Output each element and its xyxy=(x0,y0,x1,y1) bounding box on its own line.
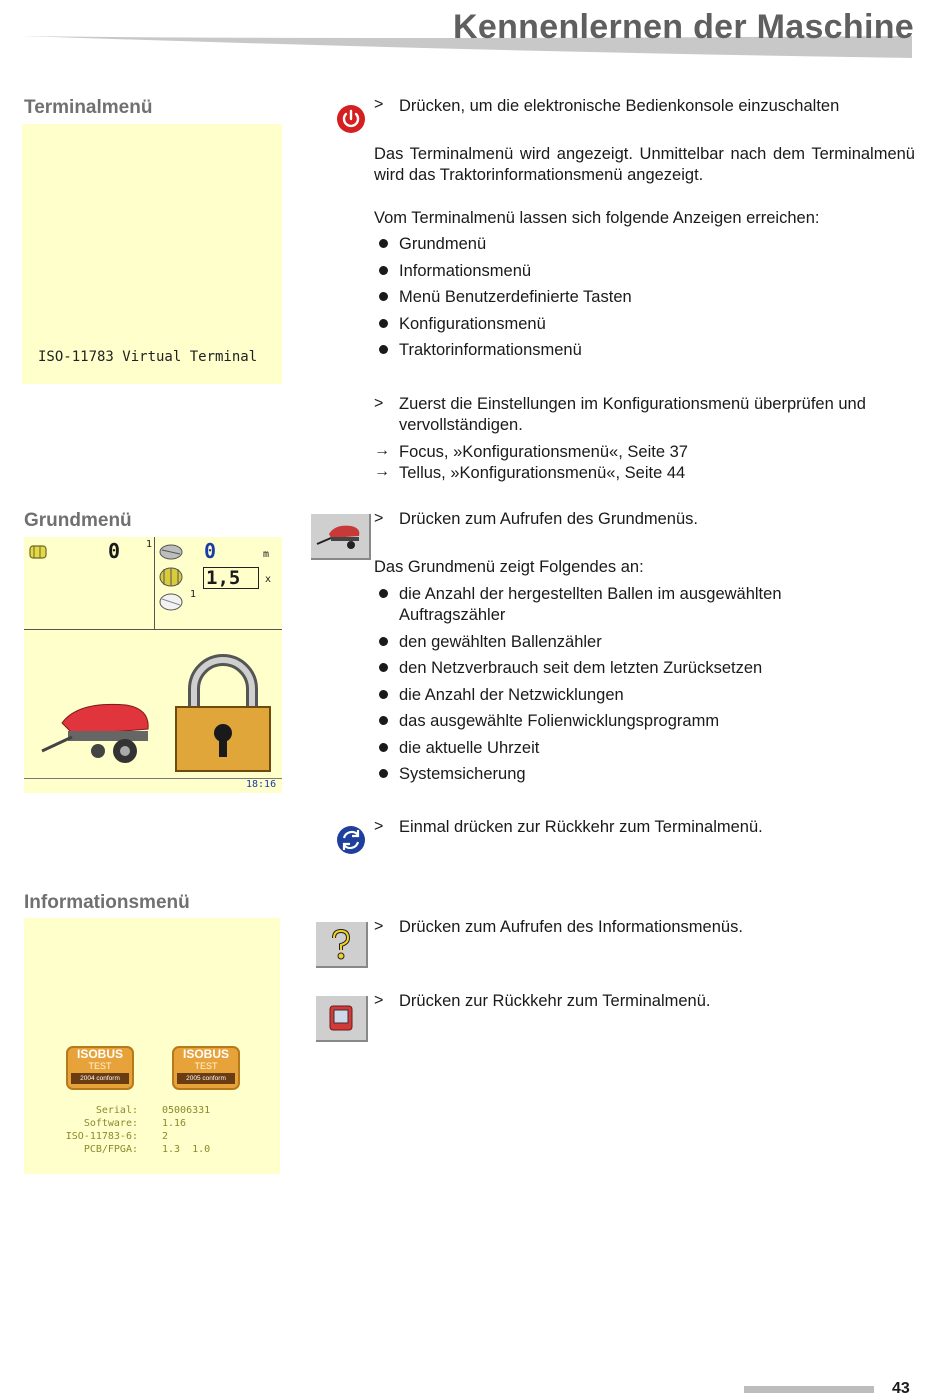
reference-focus: Focus, »Konfigurationsmenü«, Seite 37 xyxy=(399,443,688,461)
isobus-badge-2004: ISOBUS TEST 2004 conform xyxy=(66,1046,134,1090)
grundmenu-softkey[interactable] xyxy=(311,514,371,560)
net-roll-icon xyxy=(158,541,184,563)
list-item: Systemsicherung xyxy=(374,764,894,785)
terminal-screen xyxy=(22,124,282,384)
list-item: Grundmenü xyxy=(374,234,632,255)
clock-time: 18:16 xyxy=(246,779,277,790)
page-title: Kennenlernen der Maschine xyxy=(453,8,914,46)
grund-display-list xyxy=(374,584,894,791)
footer-bar xyxy=(744,1386,874,1393)
list-item: Traktorinformationsmenü xyxy=(374,340,632,361)
wrap-count-field[interactable]: 1,5 xyxy=(203,567,259,589)
grund-step-2: Einmal drücken zur Rückkehr zum Terminalmenü. xyxy=(399,818,763,836)
film-wrap-icon xyxy=(158,591,184,613)
power-button-icon[interactable] xyxy=(336,104,366,134)
info-softkey[interactable] xyxy=(316,922,368,968)
help-question-icon xyxy=(316,922,366,966)
step-marker: > xyxy=(374,510,384,527)
page-number: 43 xyxy=(892,1380,910,1397)
counter-index: 1 xyxy=(146,539,153,550)
table-row: Serial: 05006331 xyxy=(95,1105,211,1116)
terminal-step-1: Drücken, um die elektronische Bedienkonsole einzuschalten xyxy=(399,97,840,115)
reference-tellus: Tellus, »Konfigurationsmenü«, Seite 44 xyxy=(399,464,686,482)
unit-meter: m xyxy=(263,549,270,560)
list-item: Konfigurationsmenü xyxy=(374,314,632,335)
section-title-terminalmenu: Terminalmenü xyxy=(24,97,153,118)
refresh-return-icon[interactable] xyxy=(336,825,366,855)
net-wrap-icon xyxy=(158,566,184,588)
table-row: ISO-11783-6: 2 xyxy=(65,1131,169,1142)
info-table xyxy=(60,1104,210,1156)
unit-times: x xyxy=(265,574,272,585)
grund-paragraph-1: Das Grundmenü zeigt Folgendes an: xyxy=(374,558,644,576)
info-step-2: Drücken zur Rückkehr zum Terminalmenü. xyxy=(399,992,711,1010)
step-marker: > xyxy=(374,918,384,935)
info-step-1: Drücken zum Aufrufen des Informationsmenüs. xyxy=(399,918,743,936)
net-usage-count: 0 xyxy=(204,539,217,563)
list-item: das ausgewählte Folienwicklungsprogramm xyxy=(374,711,894,732)
grund-step-1: Drücken zum Aufrufen des Grundmenüs. xyxy=(399,510,698,528)
section-title-grundmenu: Grundmenü xyxy=(24,510,132,531)
terminal-step-2: Zuerst die Einstellungen im Konfigurationsmenü überprüfen und vervollständigen. xyxy=(399,395,866,434)
step-marker: > xyxy=(374,395,384,412)
terminal-paragraph-1: Das Terminalmenü wird angezeigt. Unmittelbar nach dem Terminalmenü wird das Traktorinformationsmenü angezeigt. xyxy=(374,145,915,184)
table-row: Software: 1.16 xyxy=(83,1118,187,1129)
step-marker: > xyxy=(374,992,384,1009)
terminal-menu-list xyxy=(374,234,632,367)
list-item: die Anzahl der hergestellten Ballen im ausgewählten Auftragszähler xyxy=(374,584,819,626)
list-item: Menü Benutzerdefinierte Tasten xyxy=(374,287,632,308)
info-screen xyxy=(24,918,280,1174)
terminal-return-softkey[interactable] xyxy=(316,996,368,1042)
baler-button-icon xyxy=(311,514,369,558)
bale-icon xyxy=(28,542,50,562)
section-title-informationsmenu: Informationsmenü xyxy=(24,892,190,913)
list-item: den gewählten Ballenzähler xyxy=(374,632,894,653)
table-row: PCB/FPGA: 1.3 1.0 xyxy=(83,1144,211,1155)
list-item: die Anzahl der Netzwicklungen xyxy=(374,685,894,706)
list-item: die aktuelle Uhrzeit xyxy=(374,738,894,759)
isobus-badge-2005: ISOBUS TEST 2005 conform xyxy=(172,1046,240,1090)
reference-arrow: → xyxy=(374,463,390,480)
terminal-screen-label: ISO-11783 Virtual Terminal xyxy=(38,349,258,365)
reference-arrow: → xyxy=(374,442,390,459)
step-marker: > xyxy=(374,818,384,835)
film-program-index: 1 xyxy=(190,589,197,600)
step-marker: > xyxy=(374,96,384,113)
bale-count: 0 xyxy=(108,539,121,563)
list-item: den Netzverbrauch seit dem letzten Zurücksetzen xyxy=(374,658,894,679)
grundmenu-screen xyxy=(24,537,282,793)
baler-machine-icon xyxy=(38,695,154,775)
terminal-screen-icon xyxy=(316,996,366,1040)
list-item: Informationsmenü xyxy=(374,261,632,282)
terminal-paragraph-2: Vom Terminalmenü lassen sich folgende Anzeigen erreichen: xyxy=(374,209,820,227)
lock-icon xyxy=(172,653,274,775)
